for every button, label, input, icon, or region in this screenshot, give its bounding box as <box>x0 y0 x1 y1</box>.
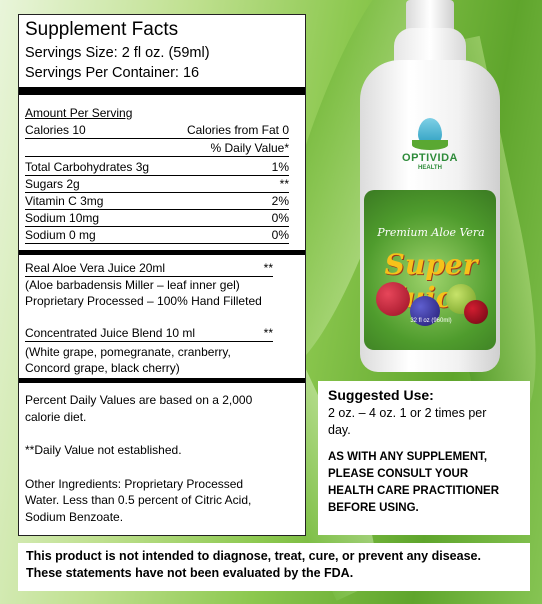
consult-warning: AS WITH ANY SUPPLEMENT, <box>328 451 488 463</box>
aloe-process: Proprietary Processed – 100% Hand Filleted <box>25 294 262 308</box>
bottle-cap <box>406 0 454 30</box>
calories: Calories 10 <box>25 123 86 137</box>
juice-blend-row <box>25 325 273 342</box>
nutrient-row <box>25 159 289 176</box>
divider-thick <box>19 250 305 255</box>
nutrient-label: Total Carbohydrates 3g <box>25 160 150 174</box>
dv-note: **Daily Value not established. <box>25 443 182 457</box>
daily-value-header-row <box>25 140 289 157</box>
facts-title: Supplement Facts <box>25 19 179 40</box>
aloe-source: (Aloe barbadensis Miller – leaf inner gel) <box>25 278 240 292</box>
nutrient-row <box>25 176 289 193</box>
nutrient-value: 2% <box>271 194 289 208</box>
fda-disclaimer <box>18 543 530 591</box>
brand-name: OPTIVIDA <box>402 152 458 164</box>
disclaimer-line: This product is not intended to diagnose, treat, cure, or prevent any disease. <box>26 549 481 563</box>
disclaimer-line: These statements have not been evaluated by the FDA. <box>26 566 354 580</box>
pomegranate-icon <box>376 282 410 316</box>
consult-warning: HEALTH CARE PRACTITIONER <box>328 485 500 497</box>
percent-note: Percent Daily Values are based on a 2,000 <box>25 393 253 407</box>
nutrient-label: Sugars 2g <box>25 177 80 191</box>
nutrient-value: 0% <box>271 228 289 242</box>
other-ingredients: Water. Less than 0.5 percent of Citric Acid, <box>25 493 252 507</box>
consult-warning: PLEASE CONSULT YOUR <box>328 468 469 480</box>
juice-blend-mark: ** <box>263 326 273 340</box>
divider-thick <box>19 378 305 383</box>
suggested-use-text: day. <box>328 423 351 437</box>
aloe-juice-mark: ** <box>263 261 273 275</box>
product-bottle-image <box>356 0 504 372</box>
nutrient-label: Sodium 0 mg <box>25 228 96 242</box>
nutrient-row <box>25 227 289 244</box>
nutrient-value: 0% <box>271 211 289 225</box>
product-name: Super <box>384 248 478 281</box>
suggested-use-panel <box>318 381 530 535</box>
bottle-volume: 32 fl oz (960ml) <box>410 318 452 324</box>
nutrient-row <box>25 193 289 210</box>
serving-size: Servings Size: 2 fl oz. (59ml) <box>25 45 210 61</box>
aloe-juice-row <box>25 260 273 277</box>
leaf-logo-icon <box>412 140 448 150</box>
divider-thick <box>19 87 305 95</box>
daily-value-header: % Daily Value* <box>210 141 289 155</box>
consult-warning: BEFORE USING. <box>328 502 419 514</box>
suggested-use-text: 2 oz. – 4 oz. 1 or 2 times per <box>328 406 487 420</box>
calories-row <box>25 122 289 139</box>
nutrient-row <box>25 210 289 227</box>
brand-sub: HEALTH <box>418 165 442 171</box>
other-ingredients: Other Ingredients: Proprietary Processed <box>25 477 244 491</box>
nutrient-value: ** <box>279 177 289 191</box>
calories-from-fat: Calories from Fat 0 <box>186 123 289 137</box>
other-ingredients: Sodium Benzoate. <box>25 510 124 524</box>
product-line: Premium Aloe Vera <box>377 226 485 239</box>
juice-blend-line: (White grape, pomegranate, cranberry, <box>25 345 231 359</box>
nutrient-value: 1% <box>271 160 289 174</box>
aloe-juice-label: Real Aloe Vera Juice 20ml <box>25 261 166 275</box>
percent-note: calorie diet. <box>25 410 87 424</box>
juice-blend-label: Concentrated Juice Blend 10 ml <box>25 326 196 340</box>
juice-blend-line: Concord grape, black cherry) <box>25 361 180 375</box>
amount-per-serving: Amount Per Serving <box>25 106 133 120</box>
servings-per-container: Servings Per Container: 16 <box>25 65 200 81</box>
nutrient-label: Vitamin C 3mg <box>25 194 104 208</box>
supplement-facts-panel <box>18 14 306 536</box>
nutrient-label: Sodium 10mg <box>25 211 100 225</box>
suggested-use-heading: Suggested Use: <box>328 387 434 403</box>
